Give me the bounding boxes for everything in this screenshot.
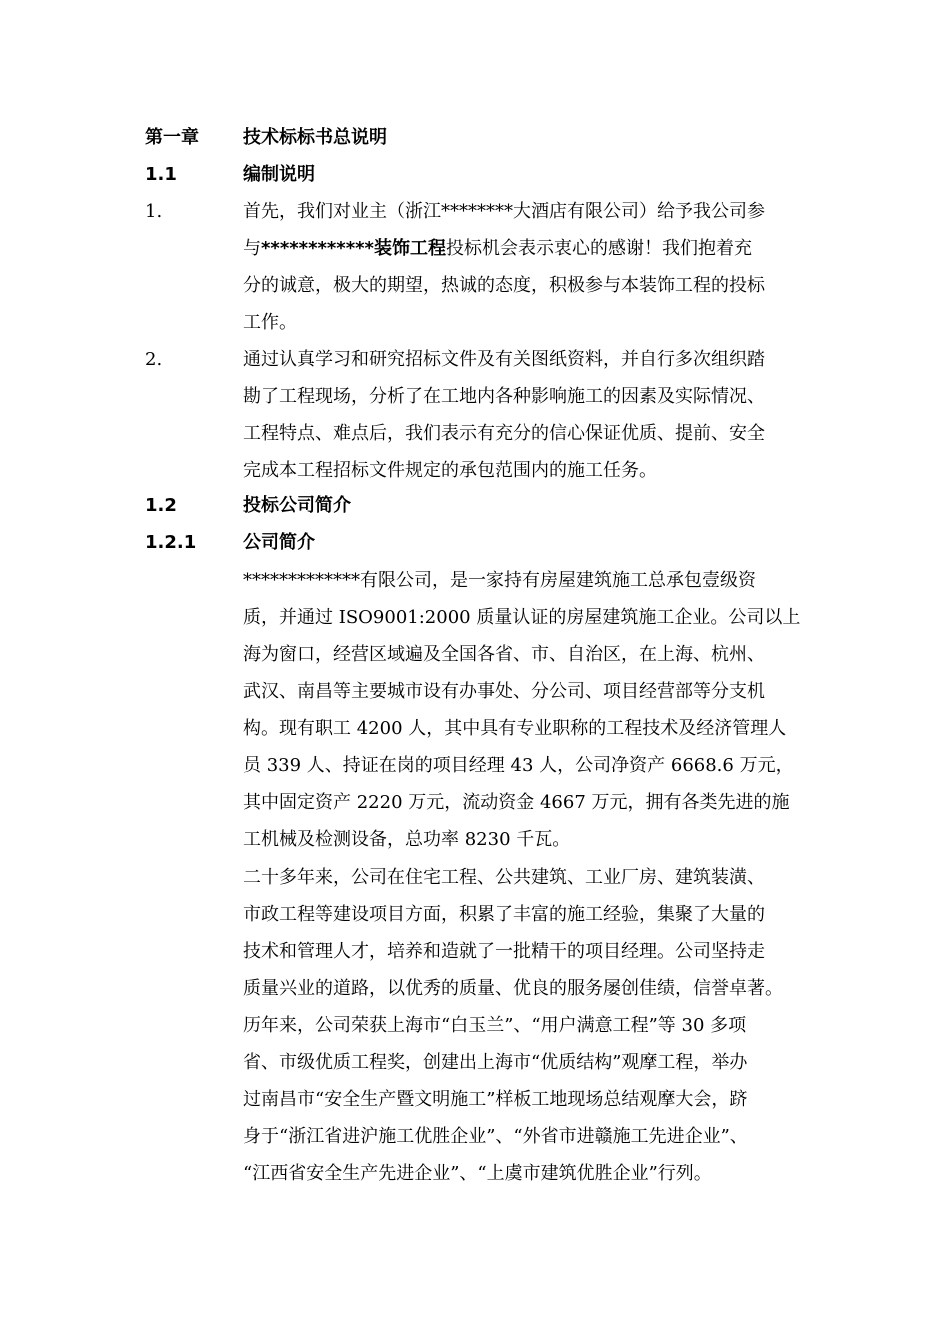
paragraph-line: 武汉、南昌等主要城市设有办事处、分公司、项目经营部等分支机	[243, 681, 765, 702]
item-line: 首先，我们对业主（浙江********大酒店有限公司）给予我公司参	[243, 201, 765, 222]
item-line: 工作。	[243, 312, 297, 333]
item-line: 工程特点、难点后，我们表示有充分的信心保证优质、提前、安全	[243, 423, 765, 444]
paragraph-line: 质，并通过 ISO9001:2000 质量认证的房屋建筑施工企业。公司以上	[243, 607, 801, 628]
paragraph-line: 海为窗口，经营区域遍及全国各省、市、自治区，在上海、杭州、	[243, 644, 765, 665]
item-line: 通过认真学习和研究招标文件及有关图纸资料，并自行多次组织踏	[243, 349, 765, 370]
section-title: 公司简介	[243, 532, 315, 553]
paragraph-line: 身于“浙江省进沪施工优胜企业”、“外省市进赣施工先进企业”、	[243, 1126, 748, 1147]
paragraph-line: 技术和管理人才，培养和造就了一批精干的项目经理。公司坚持走	[243, 941, 765, 962]
paragraph-line: 质量兴业的道路，以优秀的质量、优良的服务屡创佳绩，信誉卓著。	[243, 978, 783, 999]
section-number: 1.1	[145, 164, 177, 185]
item-line: 分的诚意，极大的期望，热诚的态度，积极参与本装饰工程的投标	[243, 275, 765, 296]
section-number: 1.2.1	[145, 532, 197, 553]
item-number: 2.	[145, 349, 163, 370]
project-name-bold: ************装饰工程	[261, 238, 446, 259]
paragraph-line: 其中固定资产 2220 万元，流动资金 4667 万元，拥有各类先进的施	[243, 792, 790, 813]
item-number: 1.	[145, 201, 163, 222]
paragraph-line: 二十多年来，公司在住宅工程、公共建筑、工业厂房、建筑装潢、	[243, 867, 765, 888]
paragraph-line: *************有限公司，是一家持有房屋建筑施工总承包壹级资	[243, 570, 756, 591]
paragraph-line: 构。现有职工 4200 人，其中具有专业职称的工程技术及经济管理人	[243, 718, 787, 739]
chapter-number: 第一章	[145, 127, 199, 148]
section-title: 编制说明	[243, 164, 315, 185]
paragraph-line: “江西省安全生产先进企业”、“上虞市建筑优胜企业”行列。	[243, 1163, 712, 1184]
item-line: 勘了工程现场，分析了在工地内各种影响施工的因素及实际情况、	[243, 386, 765, 407]
item-line: 完成本工程招标文件规定的承包范围内的施工任务。	[243, 460, 657, 481]
section-number: 1.2	[145, 495, 177, 516]
paragraph-line: 过南昌市“安全生产暨文明施工”样板工地现场总结观摩大会，跻	[243, 1089, 748, 1110]
chapter-title: 技术标标书总说明	[243, 127, 387, 148]
section-title: 投标公司简介	[243, 495, 351, 516]
item-line: 与************装饰工程投标机会表示衷心的感谢！我们抱着充	[243, 238, 752, 259]
paragraph-line: 员 339 人、持证在岗的项目经理 43 人，公司净资产 6668.6 万元，	[243, 755, 794, 776]
paragraph-line: 省、市级优质工程奖，创建出上海市“优质结构”观摩工程，举办	[243, 1052, 748, 1073]
paragraph-line: 市政工程等建设项目方面，积累了丰富的施工经验，集聚了大量的	[243, 904, 765, 925]
paragraph-line: 历年来，公司荣获上海市“白玉兰”、“用户满意工程”等 30 多项	[243, 1015, 747, 1036]
paragraph-line: 工机械及检测设备，总功率 8230 千瓦。	[243, 829, 571, 850]
